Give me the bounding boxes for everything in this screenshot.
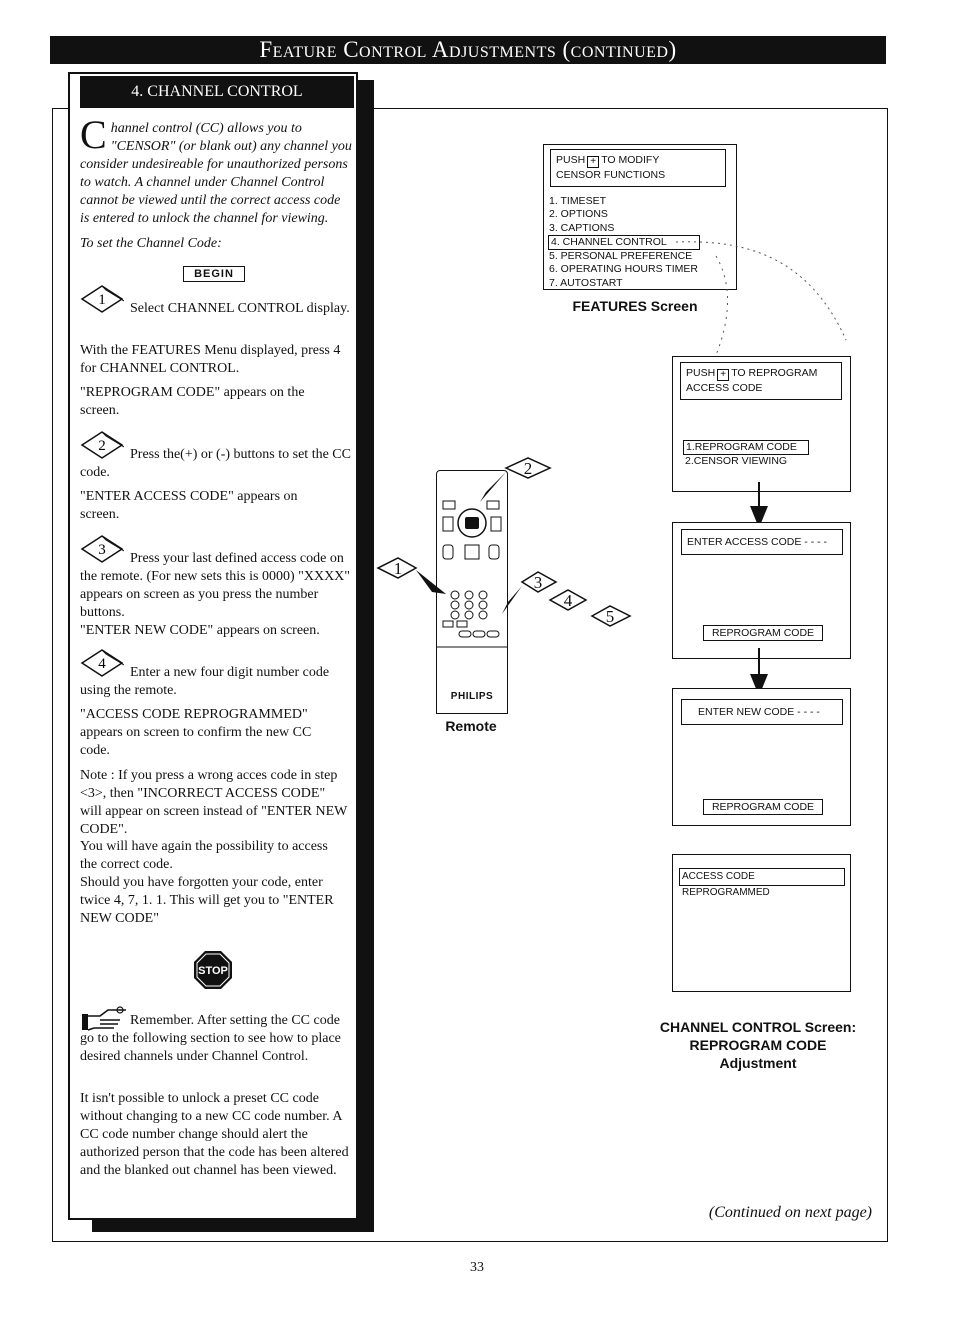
continued-note: (Continued on next page) [708,1204,872,1221]
cc-caption-2: REPROGRAM CODE [689,1037,827,1053]
step-4-number: 4 [98,656,106,672]
plus-icon: + [587,156,599,168]
step-4-para-1: "ACCESS CODE REPROGRAMMED" appears on screen to confirm the new CC code. [80,707,312,758]
panel-shadow-bottom [92,1218,374,1232]
remote-brand: PHILIPS [450,691,494,702]
cc-caption-3: Adjustment [719,1055,797,1071]
step-4-lead: Enter a new four digit number code [130,665,330,680]
step-3-para-1: "ENTER NEW CODE" appears on screen. [80,623,320,638]
step-1 [80,300,352,318]
step-4 [80,664,352,700]
note-2: You will have again the possibility to access the correct code. [80,839,328,872]
step-1-lead: Select CHANNEL CONTROL [130,301,304,316]
note-1: Note : If you press a wrong acces code in step <3>, then "INCORRECT ACCESS CODE" will appear on screen instead of "ENTER NEW CODE". [80,768,348,837]
intro-paragraph [80,112,352,228]
step-2-rest: the CC code. [80,447,351,480]
features-prompt [550,149,726,187]
cc-screen-caption [640,1018,876,1072]
cc-push-2: ACCESS CODE [686,382,763,394]
step-3 [80,550,352,622]
cc-screen-reprogrammed [672,854,851,992]
page-header: Feature Control Adjustments (continued) [50,36,886,64]
remote-step-2: 2 [523,459,533,478]
step-2 [80,446,352,482]
cc-push-b: TO REPROGRAM [731,367,818,379]
cc-push: PUSH [686,367,716,379]
menu-item: 5. PERSONAL PREFERENCE [549,250,693,263]
reprogram-code-box: REPROGRAM CODE [703,799,823,815]
features-push-2: CENSOR FUNCTIONS [556,169,666,181]
remote-step-3: 3 [533,573,543,592]
step-3-lead: Press your last defined access code [130,551,327,566]
step-3-rest: on the remote. (For new sets this is 0000) "XXXX" appears on screen as you press the number buttons. [80,551,351,620]
cc-item: 2.CENSOR VIEWING [685,455,788,467]
remote-step-4: 4 [563,591,573,610]
step-1-para-1: With the FEATURES Menu displayed, press 4 for CHANNEL CONTROL. [80,343,341,376]
begin-label: BEGIN [183,266,245,282]
step-1-rest: display. [306,301,350,316]
cc-caption-1: CHANNEL CONTROL Screen: [659,1019,857,1035]
step-4-rest: using the remote. [80,683,177,698]
cc-prompt [680,362,842,400]
remember-paragraph [80,1012,352,1066]
features-caption: FEATURES Screen [572,298,698,314]
features-push: PUSH [556,154,586,166]
reprogrammed-box: ACCESS CODE REPROGRAMMED [679,868,845,886]
cc-screen-enter-new [672,688,851,826]
cc-screen-enter-access [672,522,851,659]
note-3: Should you have forgotten your code, enter twice 4, 7, 1. 1. This will get you to "ENTER NEW CODE" [80,875,334,926]
dotted-connector [676,230,856,360]
remote-step-1: 1 [393,559,403,578]
enter-new-box: ENTER NEW CODE - - - - [681,699,843,725]
step-1-para-2: "REPROGRAM CODE" appears on the screen. [80,385,305,418]
stop-label: STOP [198,965,228,977]
menu-item: 6. OPERATING HOURS TIMER [549,263,698,276]
menu-item: 1. TIMESET [549,195,606,207]
dropcap: C [80,112,107,157]
step-2-para-1: "ENTER ACCESS CODE" appears on screen. [80,489,298,522]
cc-screen-reprogram [672,356,851,492]
stop-sign-icon [193,950,233,990]
step-2-number: 2 [98,438,106,454]
menu-item-selected: 4. CHANNEL CONTROL [548,235,700,250]
remember-para-2: It isn't possible to unlock a preset CC code without changing to a new CC code number. A CC code number change should alert the authorized person that the code has been altered and the blanked out channel has been viewed. [80,1091,349,1178]
reprogram-code-box: REPROGRAM CODE [703,625,823,641]
menu-item: 2. OPTIONS [549,208,608,221]
cc-item-selected: 1.REPROGRAM CODE [683,440,809,455]
remote-step-markers [376,454,636,634]
features-push-b: TO MODIFY [601,154,660,166]
page-number: 33 [470,1260,484,1275]
step-3-number: 3 [98,542,106,558]
enter-access-box: ENTER ACCESS CODE - - - - [681,529,843,555]
remote-caption: Remote [445,718,497,734]
plus-icon: + [717,369,729,381]
remote-step-5: 5 [605,607,615,626]
intro-text: hannel control (CC) allows you to "CENSOR" (or blank out) any channel you consider undesireable for unauthorized persons to watch. A channel under Channel Control cannot be viewed until the correct access code is entered to unlock the channel for viewing. [80,121,352,226]
step-1-number: 1 [98,292,106,308]
step-2-lead: Press the(+) or (-) buttons to set [130,447,309,462]
set-code-label: To set the Channel Code: [80,236,222,251]
menu-item: 7. AUTOSTART [549,276,623,289]
remember-text: Remember. After setting the CC code go to the following section to see how to place desired channels under Channel Control. [80,1013,341,1064]
panel-shadow-right [358,80,374,1232]
section-title: 4. CHANNEL CONTROL [80,76,354,108]
menu-item: 3. CAPTIONS [549,221,615,234]
